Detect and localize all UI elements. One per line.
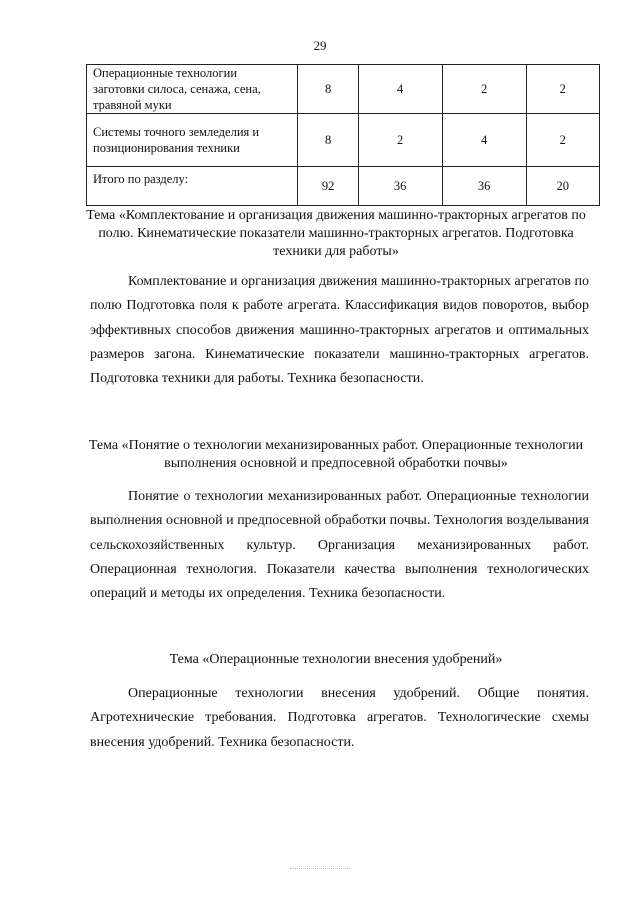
table-cell-value: 2 [358, 114, 442, 167]
section-body: Операционные технологии внесения удобрений. Общие понятия. Агротехнические требования. Подготовка агрегатов. Технологические схемы внесения удобрений. Техника безопасности. [90, 686, 589, 750]
table-cell-value: 36 [358, 167, 442, 206]
footer-divider [290, 868, 350, 869]
section-body: Комплектование и организация движения машинно-тракторных агрегатов по полю Подготовка поля к работе агрегата. Классификация видов поворотов, выбор эффективных способов движения машинно-тракторных агрегатов и оптимальных размеров загона. Кинематические показатели машинно-тракторных агрегатов. Подготовка техники для работы. Техника безопасности. [90, 274, 589, 387]
section-heading: Тема «Операционные технологии внесения удобрений» [169, 652, 503, 667]
table-cell-value: 8 [298, 114, 358, 167]
section-body: Понятие о технологии механизированных работ. Операционные технологии выполнения основной и предпосевной обработки почвы. Технология возделывания сельскохозяйственных культур. Организация механизированных работ. Операционная технология. Показатели качества выполнения технологических операций и методы их определения. Техника безопасности. [90, 489, 589, 602]
table-cell-value: 4 [442, 114, 526, 167]
table-cell-value: 36 [442, 167, 526, 206]
table-cell-value: 2 [442, 65, 526, 114]
table-cell-topic: Системы точного земледелия и позиционирования техники [87, 114, 298, 167]
table-cell-value: 2 [526, 114, 599, 167]
table-row [87, 114, 600, 167]
table-row-total [87, 167, 600, 206]
page-number: 29 [313, 38, 327, 53]
table-cell-topic: Операционные технологии заготовки силоса, сенажа, сена, травяной муки [87, 65, 298, 114]
section-heading: Тема «Понятие о технологии механизированных работ. Операционные технологии выполнения основной и предпосевной обработки почвы» [88, 438, 584, 471]
table-cell-topic: Итого по разделу: [87, 167, 298, 206]
table-cell-value: 20 [526, 167, 599, 206]
table-row [87, 65, 600, 114]
table-cell-value: 2 [526, 65, 599, 114]
table-cell-value: 4 [358, 65, 442, 114]
section-heading: Тема «Комплектование и организация движения машинно-тракторных агрегатов по полю. Кинематические показатели машинно-тракторных агрегатов. Подготовка техники для работы» [86, 208, 586, 259]
hours-table [86, 64, 600, 206]
table-cell-value: 8 [298, 65, 358, 114]
table-cell-value: 92 [298, 167, 358, 206]
